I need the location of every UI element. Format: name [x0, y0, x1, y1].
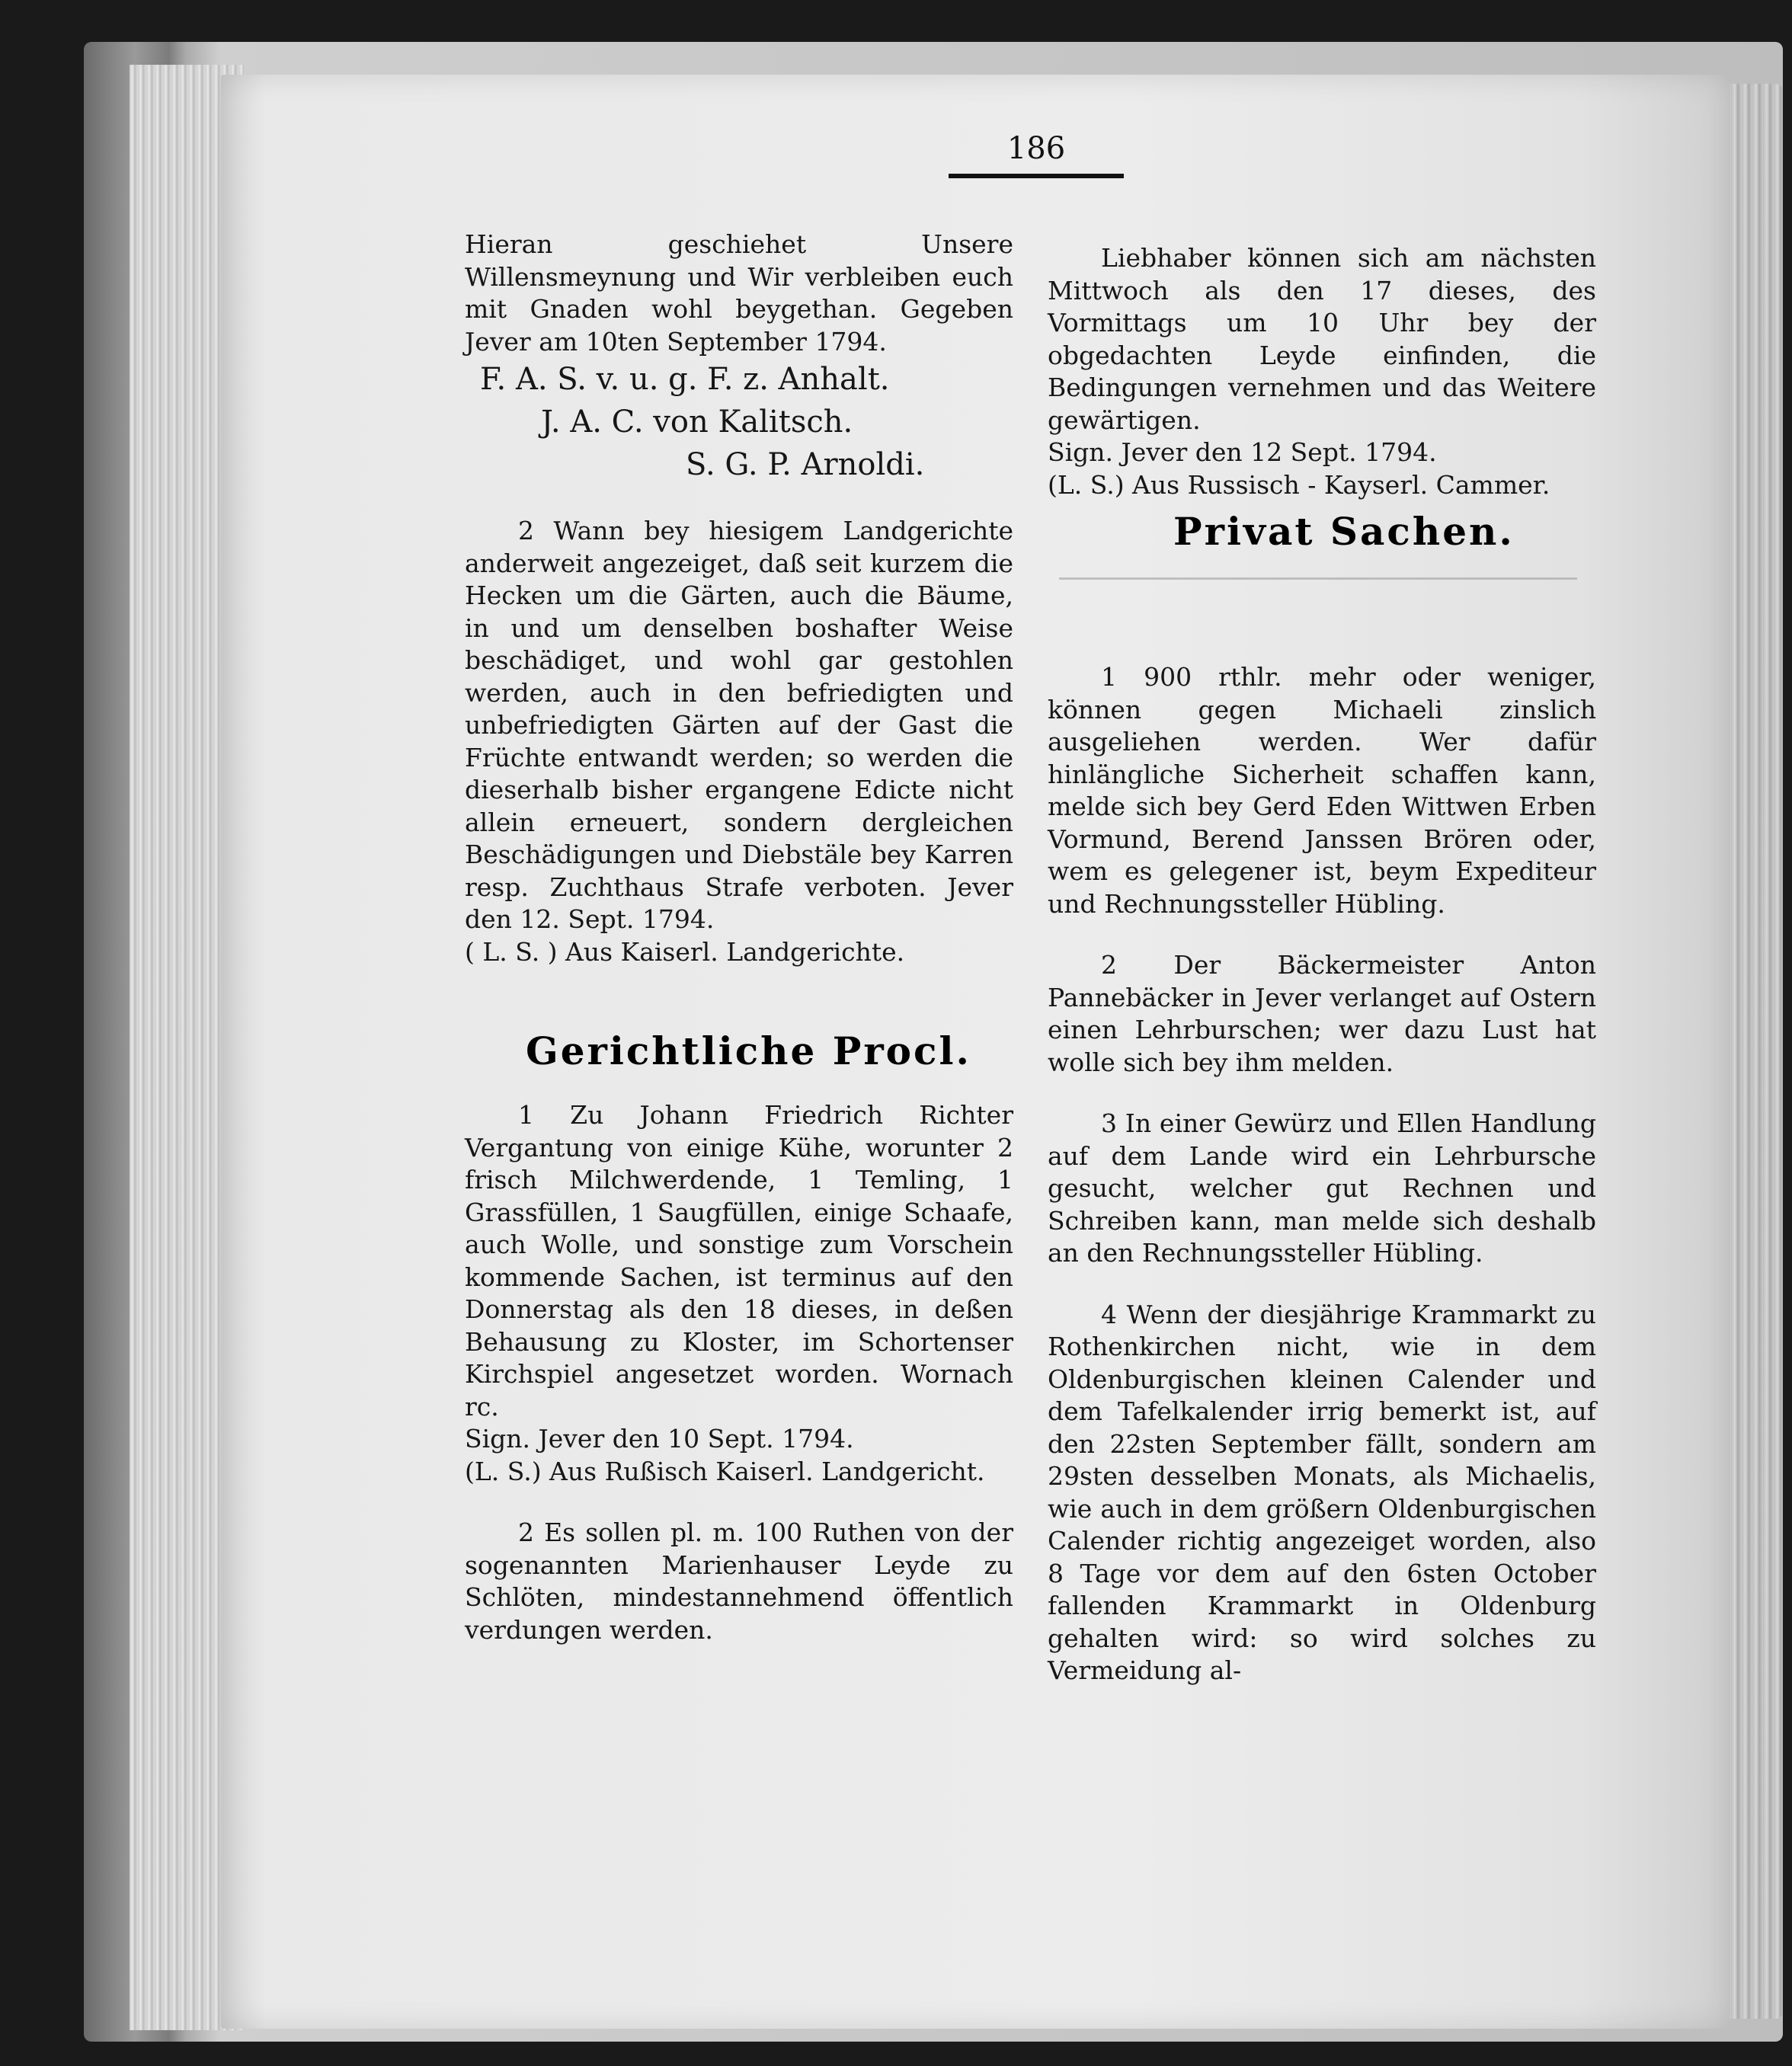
notice-paragraph: 2 Wann bey hiesigem Landgerichte anderweit angezeiget, daß seit kurzem die Hecken um die Gärten, auch die Bäume, in und um denselben boshafter Weise beschädiget, und wohl gar gestohlen werden, auch in den befriedigten und unbefriedigten Gärten auf der Gast die Früchte entwandt werden; so werden die dieserhalb bisher ergangene Edicte nicht allein erneuert, sondern dergleichen Beschädigungen und Diebstäle bey Karren resp. Zuchthaus Strafe verboten. Jever den 12. Sept. 1794. [465, 516, 1013, 934]
procl-item-1: 1 Zu Johann Friedrich Richter Vergantung von einige Kühe, worunter 2 frisch Milchwerdende, 1 Temling, 1 Grassfüllen, 1 Saugfüllen, einige Schaafe, auch Wolle, und sonstige zum Vorschein kommende Sachen, ist terminus auf den Donnerstag als den 18 dieses, in deßen Behausung zu Kloster, im Schortenser Kirchspiel angesetzet worden. Wornach rc. [465, 1100, 1013, 1422]
signature-kalitsch: J. A. C. von Kalitsch. [541, 405, 853, 440]
right-column [1048, 242, 1596, 1687]
heading-gerichtliche-procl: Gerichtliche Procl. [526, 1028, 971, 1073]
page-number-rule [949, 174, 1124, 178]
heading-privat-sachen: Privat Sachen. [1173, 509, 1515, 554]
privat-item-4: 4 Wenn der diesjährige Krammarkt zu Rothenkirchen nicht, wie in dem Oldenburgischen kleinen Calender und dem Tafelkalender irrig bemerkt ist, auf den 22sten September fällt, sondern am 29sten desselben Monats, als Michaelis, wie auch in dem größern Oldenburgischen Calender richtig angezeiget worden, also 8 Tage vor dem auf den 6sten October fallenden Krammarkt in Oldenburg gehalten wird: so wird solches zu Vermeidung al- [1048, 1299, 1596, 1685]
page-number: 186 [1006, 131, 1066, 166]
procl-item-1-seal: (L. S.) Aus Rußisch Kaiserl. Landgericht. [465, 1456, 985, 1486]
privat-item-3: 3 In einer Gewürz und Ellen Handlung auf dem Lande wird ein Lehrbursche gesucht, welcher gut Rechnen und Schreiben kann, man melde sich deshalb an den Rechnungssteller Hübling. [1048, 1108, 1596, 1268]
intro-paragraph: Hieran geschiehet Unsere Willensmeynung und Wir verbleiben euch mit Gnaden wohl beygethan. Gegeben Jever am 10ten September 1794. [465, 229, 1013, 357]
continuation-paragraph: Liebhaber können sich am nächsten Mittwoch als den 17 dieses, des Vormittags um 10 Uhr bey der obgedachten Leyde einfinden, die Bedingungen vernehmen und das Weitere gewärtigen. [1048, 243, 1596, 435]
privat-item-1: 1 900 rthlr. mehr oder weniger, können gegen Michaeli zinslich ausgeliehen werden. Wer dafür hinlängliche Sicherheit schaffen kann, melde sich bey Gerd Eden Wittwen Erben Vormund, Berend Janssen Brören oder, wem es gelegener ist, beym Expediteur und Rechnungssteller Hübling. [1048, 662, 1596, 919]
section-heading-privat [1173, 509, 1515, 554]
signature-anhalt: F. A. S. v. u. g. F. z. Anhalt. [480, 362, 890, 397]
notice-seal: ( L. S. ) Aus Kaiserl. Landgerichte. [465, 936, 905, 967]
heading-rule [1059, 577, 1577, 580]
left-column [465, 229, 1013, 1646]
procl-item-1-sign: Sign. Jever den 10 Sept. 1794. [465, 1424, 854, 1454]
continuation-seal: (L. S.) Aus Russisch - Kayserl. Cammer. [1048, 469, 1550, 500]
signature-arnoldi: S. G. P. Arnoldi. [686, 447, 925, 482]
procl-item-2: 2 Es sollen pl. m. 100 Ruthen von der sogenannten Marienhauser Leyde zu Schlöten, mindestannehmend öffentlich verdungen werden. [465, 1518, 1013, 1645]
section-heading-gerichtliche [526, 1028, 971, 1073]
continuation-sign: Sign. Jever den 12 Sept. 1794. [1048, 437, 1437, 467]
privat-item-2: 2 Der Bäckermeister Anton Pannebäcker in Jever verlanget auf Ostern einen Lehrburschen; wer dazu Lust hat wolle sich bey ihm melden. [1048, 950, 1596, 1077]
